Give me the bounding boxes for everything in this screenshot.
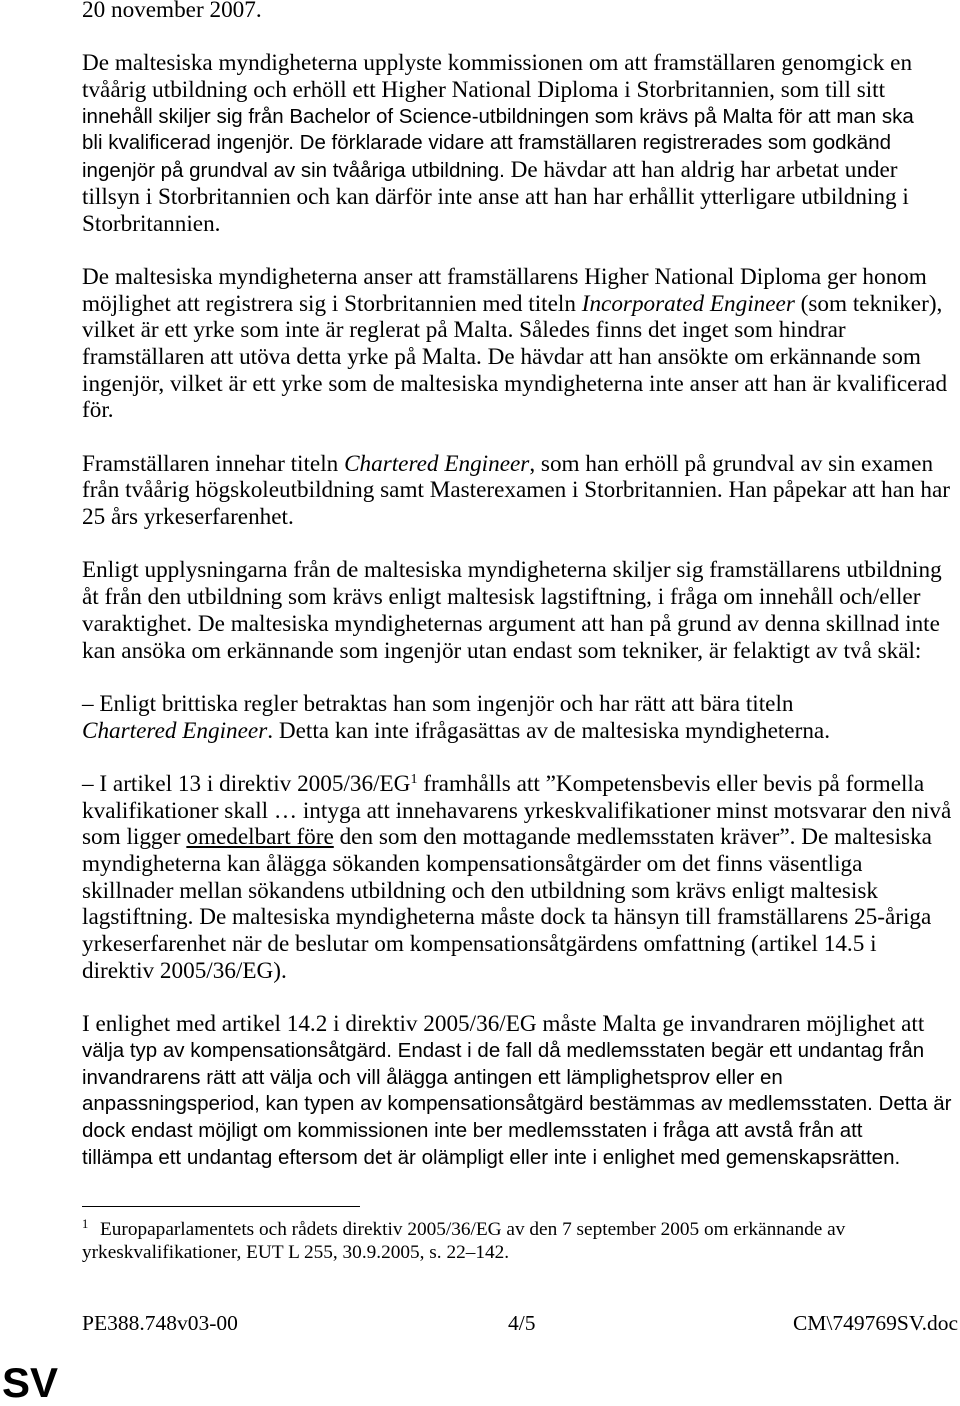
paragraph-line: 25 års yrkeserfarenhet. <box>82 504 294 531</box>
italic-term: Chartered Engineer <box>82 717 268 744</box>
paragraph-line: vilket är ett yrke som inte är reglerat på Malta. Således finns det inget som hindrar <box>82 317 846 344</box>
header-date: 20 november 2007. <box>82 0 262 23</box>
paragraph-line: kvalifikationer skall … intyga att innehavarens yrkeskvalifikationer minst motsvarar den nivå <box>82 797 952 824</box>
paragraph-line: ingenjör, vilket är ett yrke som de maltesiska myndigheterna inte anser att han är kvalificerad <box>82 370 948 397</box>
paragraph-spacing <box>82 424 952 451</box>
paragraph-line: I enlighet med artikel 14.2 i direktiv 2005/36/EG måste Malta ge invandraren möjlighet att <box>82 1011 925 1038</box>
italic-term: Incorporated Engineer <box>581 290 795 317</box>
language-code: SV <box>2 1359 59 1406</box>
line-segment: som ligger <box>82 824 187 851</box>
paragraph-line: för. <box>82 397 114 424</box>
paragraph-line: tillsyn i Storbritannien och kan därför inte anse att han har erhållit ytterligare utbildning i <box>82 183 909 210</box>
line-segment: (som tekniker), <box>794 290 943 317</box>
paragraph-spacing <box>82 744 952 771</box>
paragraph-line: dock endast möjligt om kommissionen inte ber medlemsstaten i fråga att avstå från att <box>82 1118 863 1142</box>
paragraph-line <box>82 824 952 851</box>
paragraph-line: skillnader mellan sökandens utbildning och den utbildning som krävs enligt maltesisk <box>82 877 878 904</box>
paragraph-line <box>82 718 952 745</box>
paragraph-1 <box>82 50 952 237</box>
dash-point-1 <box>82 691 952 744</box>
dash-point-2 <box>82 771 952 985</box>
paragraph-spacing <box>82 237 952 264</box>
paragraph-line: innehåll skiljer sig från Bachelor of Science-utbildningen som krävs på Malta för att man ska <box>82 104 914 128</box>
paragraph-line: De maltesiska myndigheterna upplyste kommissionen om att framställaren genomgick en <box>82 50 913 77</box>
paragraph-line: De maltesiska myndigheterna anser att framställarens Higher National Diploma ger honom <box>82 263 927 290</box>
paragraph-line <box>82 771 952 798</box>
paragraph-line: invandrarens rätt att välja och vill ålägga antingen ett lämplighetsprov eller en <box>82 1065 783 1089</box>
paragraph-line <box>82 157 952 184</box>
line-segment: , som han erhöll på grundval av sin examen <box>529 450 934 477</box>
italic-term: Chartered Engineer <box>344 450 530 477</box>
paragraph-line: tillämpa ett undantag eftersom det är olämpligt eller inte i enlighet med gemenskapsrätten. <box>82 1145 901 1169</box>
underlined-phrase: omedelbart före <box>186 824 334 851</box>
paragraph-line: lagstiftning. De maltesiska myndigheterna måste dock ta hänsyn till framställarens 25-åriga <box>82 904 932 931</box>
paragraph-line: framställaren att utöva detta yrke på Malta. De hävdar att han ansökte om erkännande som <box>82 343 921 370</box>
paragraph-line: direktiv 2005/36/EG). <box>82 957 287 984</box>
footer-filename: CM\749769SV.doc <box>792 1311 958 1335</box>
paragraph-line: varaktighet. De maltesiska myndigheternas argument att han på grund av denna skillnad inte <box>82 610 940 637</box>
paragraph-line: åt från den utbildning som krävs enligt maltesisk lagstiftning, i fråga om innehåll och/eller <box>82 584 921 611</box>
footnote-line: yrkeskvalifikationer, EUT L 255, 30.9.2005, s. 22–142. <box>82 1242 510 1263</box>
footnote-line <box>82 1218 845 1241</box>
paragraph-line: välja typ av kompensationsåtgärd. Endast i de fall då medlemsstaten begär ett undantag från <box>82 1038 925 1062</box>
paragraph-spacing <box>82 664 952 691</box>
document-body <box>82 0 952 1171</box>
paragraph-line: anpassningsperiod, kan typen av kompensationsåtgärd bestämmas av medlemsstaten. Detta är <box>82 1092 952 1116</box>
line-segment: – I artikel 13 i direktiv 2005/36/EG <box>82 770 411 797</box>
line-segment: Framställaren innehar titeln <box>82 450 345 477</box>
footnote <box>82 1218 845 1264</box>
footnote-separator <box>82 1206 360 1207</box>
paragraph-line <box>82 291 952 318</box>
line-segment: ingenjör på grundval av sin tvååriga utbildning. <box>82 159 505 183</box>
footer-document-reference: PE388.748v03-00 <box>82 1311 238 1335</box>
paragraph-spacing <box>82 984 952 1011</box>
line-segment: den som den mottagande medlemsstaten kräver”. De maltesiska <box>333 824 932 851</box>
line-segment: framhålls att ”Kompetensbevis eller bevis på formella <box>417 770 925 797</box>
paragraph-5 <box>82 1011 952 1171</box>
line-segment: möjlighet att registrera sig i Storbritannien med titeln <box>82 290 582 317</box>
paragraph-spacing <box>82 531 952 558</box>
paragraph-line: från tvåårig högskoleutbildning samt Masterexamen i Storbritannien. Han påpekar att han har <box>82 477 950 504</box>
paragraph-line: yrkeserfarenhet när de beslutar om kompensationsåtgärdens omfattning (artikel 14.5 i <box>82 931 877 958</box>
footnote-text: Europaparlamentets och rådets direktiv 2005/36/EG av den 7 september 2005 om erkännande av <box>100 1219 846 1240</box>
footnote-marker: 1 <box>82 1217 89 1231</box>
paragraph-line: Storbritannien. <box>82 210 221 237</box>
footnote-reference: 1 <box>410 771 418 787</box>
paragraph-line: kan ansöka om erkännande som ingenjör utan endast som tekniker, är felaktigt av två skäl: <box>82 637 922 664</box>
paragraph-3 <box>82 451 952 531</box>
line-segment: . Detta kan inte ifrågasättas av de maltesiska myndigheterna. <box>267 717 831 744</box>
paragraph-spacing <box>82 24 952 51</box>
paragraph-line: Enligt upplysningarna från de maltesiska myndigheterna skiljer sig framställarens utbildning <box>82 557 942 584</box>
paragraph-line: – Enligt brittiska regler betraktas han som ingenjör och har rätt att bära titeln <box>82 690 794 717</box>
paragraph-2 <box>82 264 952 424</box>
paragraph-line: bli kvalificerad ingenjör. De förklarade vidare att framställaren registrerades som godkänd <box>82 131 892 155</box>
paragraph-4 <box>82 557 952 664</box>
footer-page-number: 4/5 <box>508 1311 536 1335</box>
paragraph-line <box>82 451 952 478</box>
paragraph-line: myndigheterna kan ålägga sökanden kompensationsåtgärder om det finns väsentliga <box>82 851 863 877</box>
paragraph-line: tvåårig utbildning och erhöll ett Higher National Diploma i Storbritannien, som till sitt <box>82 77 886 104</box>
line-segment: De hävdar att han aldrig har arbetat under <box>504 157 898 184</box>
